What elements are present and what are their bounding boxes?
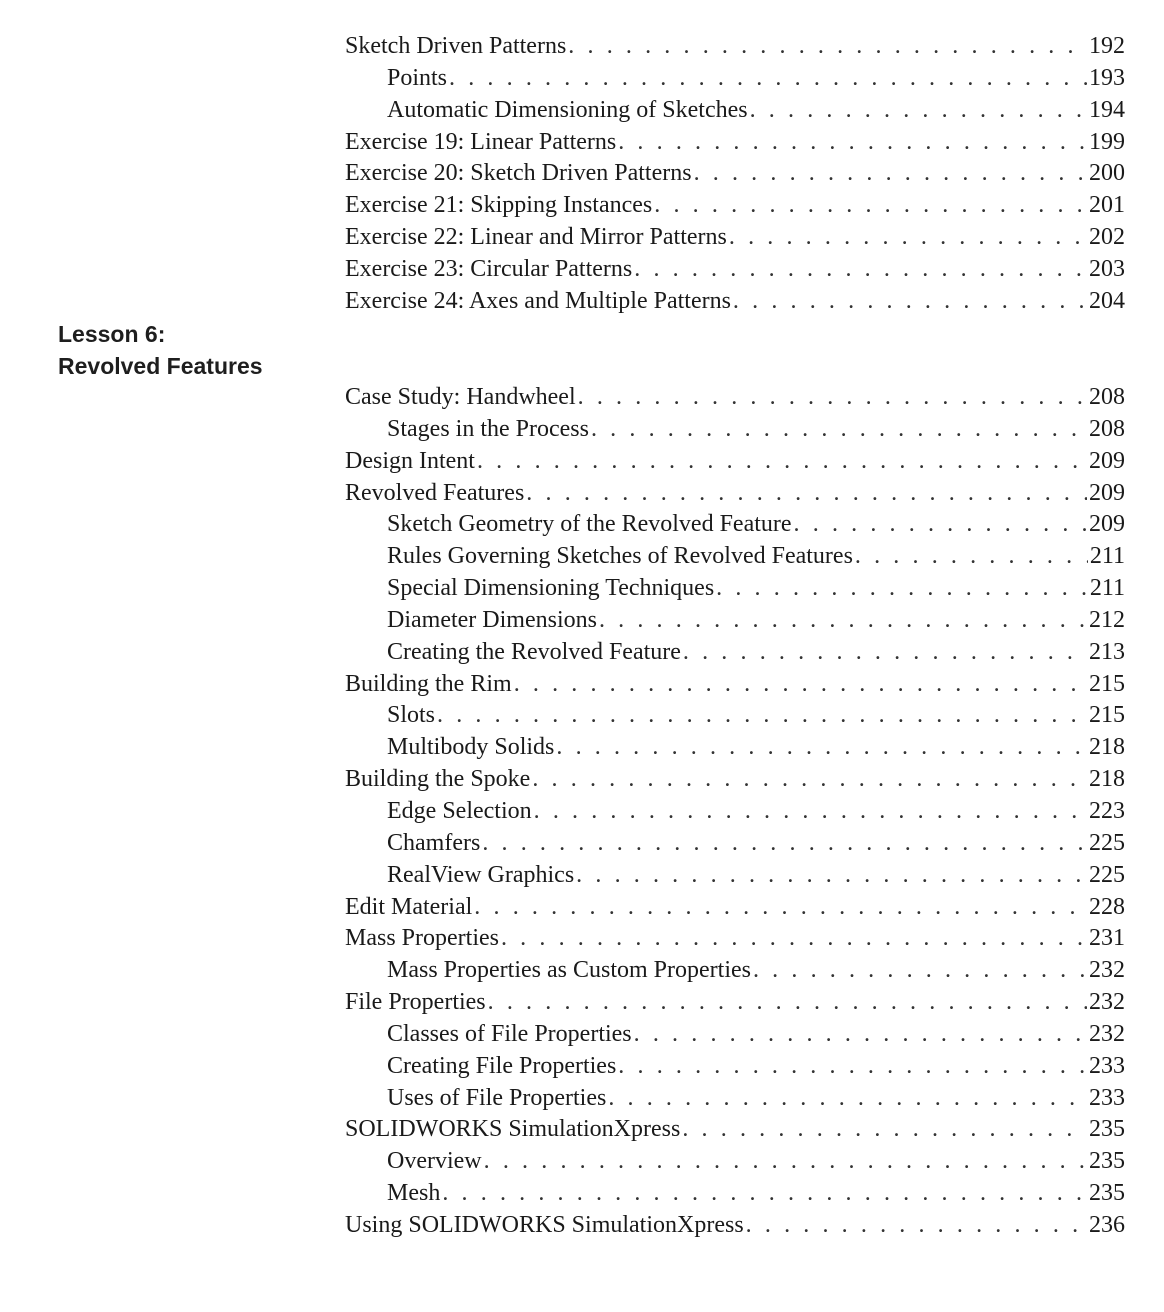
- toc-entry-title: SOLIDWORKS SimulationXpress: [345, 1116, 681, 1143]
- toc-entry-page-number: 232: [1089, 957, 1125, 984]
- toc-entry-title: Exercise 23: Circular Patterns: [345, 255, 633, 282]
- dot-leader: [746, 1210, 1087, 1242]
- toc-entry[interactable]: [345, 923, 1125, 955]
- toc-entry-page-number: 204: [1089, 287, 1125, 314]
- toc-entry-page-number: 235: [1089, 1148, 1125, 1175]
- toc-entry[interactable]: [345, 1178, 1125, 1210]
- toc-entry[interactable]: [345, 732, 1125, 764]
- toc-entry[interactable]: [345, 892, 1125, 924]
- toc-entry-title: Design Intent: [345, 447, 475, 474]
- toc-entry-page-number: 199: [1089, 128, 1125, 155]
- dot-leader: [474, 892, 1087, 924]
- toc-entry-page-number: 236: [1089, 1211, 1125, 1238]
- toc-entry[interactable]: [345, 478, 1125, 510]
- toc-entry[interactable]: [345, 286, 1125, 318]
- dot-leader: [608, 1083, 1087, 1115]
- toc-entry-title: Building the Rim: [345, 670, 512, 697]
- toc-entry-page-number: 208: [1089, 384, 1125, 410]
- toc-entry-page-number: 225: [1089, 829, 1125, 856]
- toc-entry-title: File Properties: [345, 989, 486, 1016]
- toc-entry-page-number: 232: [1089, 1020, 1125, 1047]
- toc-entry-page-number: 211: [1089, 543, 1125, 570]
- toc-entry-page-number: 213: [1089, 638, 1125, 665]
- toc-entry-page-number: 211: [1089, 575, 1125, 602]
- toc-entry-page-number: 233: [1089, 1084, 1125, 1111]
- toc-entry[interactable]: [345, 1114, 1125, 1146]
- toc-entry-page-number: 223: [1089, 797, 1125, 824]
- dot-leader: [534, 796, 1087, 828]
- dot-leader: [449, 63, 1087, 95]
- toc-entry-title: Creating the Revolved Feature: [387, 638, 681, 665]
- toc-entry-page-number: 209: [1089, 511, 1125, 538]
- toc-entry-title: Uses of File Properties: [387, 1084, 607, 1111]
- dot-leader: [855, 541, 1088, 573]
- toc-entry-page-number: 208: [1089, 415, 1125, 442]
- toc-entry-page-number: 209: [1089, 447, 1125, 474]
- toc-entry-page-number: 235: [1089, 1180, 1125, 1207]
- toc-entry[interactable]: [345, 1146, 1125, 1178]
- toc-entry-title: Edit Material: [345, 893, 473, 920]
- toc-entry-page-number: 192: [1089, 33, 1125, 59]
- toc-entry-title: Overview: [387, 1148, 482, 1175]
- toc-entry-title: Classes of File Properties: [387, 1020, 632, 1047]
- lesson-number: Lesson 6:: [58, 321, 166, 347]
- toc-entry-title: Exercise 24: Axes and Multiple Patterns: [345, 287, 731, 314]
- toc-entry-title: Exercise 22: Linear and Mirror Patterns: [345, 224, 727, 251]
- toc-entry[interactable]: [345, 987, 1125, 1019]
- toc-entry-page-number: 225: [1089, 861, 1125, 888]
- toc-entry[interactable]: [345, 669, 1125, 701]
- lesson-title: Revolved Features: [58, 353, 263, 379]
- toc-entry-title: Mesh: [387, 1180, 441, 1207]
- dot-leader: [514, 669, 1087, 701]
- toc-entry-title: Building the Spoke: [345, 766, 531, 793]
- toc-entry-page-number: 193: [1089, 64, 1125, 91]
- toc-entry-title: Points: [387, 64, 448, 91]
- dot-leader: [599, 605, 1087, 637]
- toc-entry-page-number: 212: [1089, 606, 1125, 633]
- toc-entry[interactable]: [345, 828, 1125, 860]
- toc-entry[interactable]: [345, 1083, 1125, 1115]
- toc-entry[interactable]: [345, 31, 1125, 63]
- dot-leader: [694, 158, 1087, 190]
- toc-entry-page-number: 235: [1089, 1116, 1125, 1143]
- dot-leader: [576, 860, 1087, 892]
- toc-entry-title: Revolved Features: [345, 479, 525, 506]
- toc-entry-title: Mass Properties as Custom Properties: [387, 957, 751, 984]
- dot-leader: [654, 190, 1087, 222]
- toc-entry[interactable]: [345, 1210, 1125, 1242]
- toc-lesson-entries: [345, 382, 1125, 1242]
- dot-leader: [568, 31, 1087, 63]
- dot-leader: [591, 414, 1087, 446]
- dot-leader: [794, 509, 1087, 541]
- toc-entry[interactable]: [345, 764, 1125, 796]
- toc-entry-page-number: 215: [1089, 670, 1125, 697]
- dot-leader: [484, 1146, 1087, 1178]
- toc-entry-title: RealView Graphics: [387, 861, 575, 888]
- toc-entry-page-number: 231: [1089, 925, 1125, 952]
- toc-entry[interactable]: [345, 541, 1125, 573]
- toc-entry-title: Special Dimensioning Techniques: [387, 575, 715, 602]
- dot-leader: [556, 732, 1087, 764]
- toc-entry[interactable]: [345, 63, 1125, 95]
- toc-entry-title: Chamfers: [387, 829, 481, 856]
- toc-entry-title: Mass Properties: [345, 925, 499, 952]
- toc-entry-title: Sketch Geometry of the Revolved Feature: [387, 511, 792, 538]
- toc-entry[interactable]: [345, 700, 1125, 732]
- toc-entry-title: Rules Governing Sketches of Revolved Features: [387, 543, 853, 570]
- dot-leader: [526, 478, 1087, 510]
- dot-leader: [618, 1051, 1087, 1083]
- toc-entry-page-number: 233: [1089, 1052, 1125, 1079]
- toc-entry[interactable]: [345, 127, 1125, 159]
- dot-leader: [578, 382, 1087, 414]
- toc-entry-title: Slots: [387, 702, 436, 729]
- toc-previous-lesson-entries: [345, 31, 1125, 318]
- dot-leader: [618, 127, 1087, 159]
- toc-entry[interactable]: [345, 158, 1125, 190]
- toc-entry[interactable]: [345, 446, 1125, 478]
- toc-entry-page-number: 232: [1089, 989, 1125, 1016]
- toc-entry-title: Exercise 21: Skipping Instances: [345, 192, 653, 219]
- toc-entry[interactable]: [345, 637, 1125, 669]
- dot-leader: [683, 637, 1087, 669]
- dot-leader: [634, 254, 1087, 286]
- toc-entry-title: Creating File Properties: [387, 1052, 617, 1079]
- toc-entry-title: Edge Selection: [387, 797, 532, 824]
- toc-entry-page-number: 218: [1089, 766, 1125, 793]
- toc-entry-page-number: 200: [1089, 160, 1125, 187]
- dot-leader: [488, 987, 1087, 1019]
- toc-entry[interactable]: [345, 860, 1125, 892]
- toc-entry[interactable]: [345, 254, 1125, 286]
- dot-leader: [437, 700, 1087, 732]
- dot-leader: [733, 286, 1087, 318]
- dot-leader: [482, 828, 1087, 860]
- toc-entry[interactable]: [345, 1051, 1125, 1083]
- toc-entry-title: Multibody Solids: [387, 734, 555, 761]
- toc-entry-title: Case Study: Handwheel: [345, 384, 576, 410]
- toc-entry-page-number: 218: [1089, 734, 1125, 761]
- toc-entry[interactable]: [345, 95, 1125, 127]
- toc-entry-page-number: 202: [1089, 224, 1125, 251]
- toc-entry[interactable]: [345, 955, 1125, 987]
- dot-leader: [501, 923, 1087, 955]
- toc-entry-title: Automatic Dimensioning of Sketches: [387, 96, 748, 123]
- toc-entry[interactable]: [345, 414, 1125, 446]
- dot-leader: [753, 955, 1087, 987]
- toc-entry-page-number: 209: [1089, 479, 1125, 506]
- toc-entry[interactable]: [345, 573, 1125, 605]
- toc-entry[interactable]: [345, 222, 1125, 254]
- toc-entry-title: Sketch Driven Patterns: [345, 33, 567, 59]
- toc-entry-title: Stages in the Process: [387, 415, 589, 442]
- toc-entry-page-number: 194: [1089, 96, 1125, 123]
- toc-entry-title: Exercise 20: Sketch Driven Patterns: [345, 160, 692, 187]
- dot-leader: [442, 1178, 1087, 1210]
- toc-entry-title: Diameter Dimensions: [387, 606, 597, 633]
- toc-entry[interactable]: [345, 605, 1125, 637]
- toc-entry-title: Using SOLIDWORKS SimulationXpress: [345, 1211, 744, 1238]
- dot-leader: [750, 95, 1087, 127]
- toc-entry[interactable]: [345, 190, 1125, 222]
- dot-leader: [682, 1114, 1087, 1146]
- toc-entry[interactable]: [345, 382, 1125, 414]
- dot-leader: [477, 446, 1087, 478]
- toc-entry-title: Exercise 19: Linear Patterns: [345, 128, 617, 155]
- dot-leader: [729, 222, 1087, 254]
- lesson-heading: [58, 318, 263, 382]
- dot-leader: [532, 764, 1087, 796]
- toc-entry-page-number: 215: [1089, 702, 1125, 729]
- toc-entry-page-number: 203: [1089, 255, 1125, 282]
- toc-entry[interactable]: [345, 1019, 1125, 1051]
- toc-entry-page-number: 228: [1089, 893, 1125, 920]
- dot-leader: [716, 573, 1088, 605]
- dot-leader: [634, 1019, 1087, 1051]
- toc-entry[interactable]: [345, 796, 1125, 828]
- toc-entry[interactable]: [345, 509, 1125, 541]
- toc-entry-page-number: 201: [1089, 192, 1125, 219]
